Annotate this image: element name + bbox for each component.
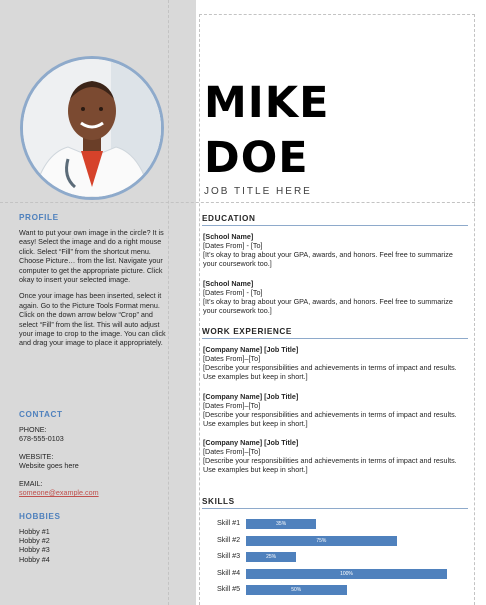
phone-label: PHONE: xyxy=(19,425,47,434)
profile-heading: PROFILE xyxy=(19,213,59,222)
skill-label: Skill #5 xyxy=(217,584,241,593)
education-dates: [Dates From] - [To] xyxy=(203,241,263,250)
education-heading: EDUCATION xyxy=(202,214,468,226)
work-dates: [Dates From]–[To] xyxy=(203,354,261,363)
layout-guide xyxy=(199,14,200,605)
skill-row xyxy=(203,535,473,545)
hobby-item: Hobby #3 xyxy=(19,545,50,555)
email-link[interactable]: someone@example.com xyxy=(19,488,99,498)
school-name: [School Name] xyxy=(203,232,254,241)
hobby-item: Hobby #1 xyxy=(19,527,50,536)
profile-section xyxy=(19,213,169,355)
first-name[interactable]: MIKE xyxy=(204,78,330,128)
profile-text xyxy=(19,228,169,348)
education-dates: [Dates From] - [To] xyxy=(203,288,263,297)
hobby-item: Hobby #4 xyxy=(19,554,50,564)
profile-paragraph: Once your image has been inserted, select it again. Go to the Picture Tools Format menu. Click on the down arrow below “Crop” and select “Fill” from the list. This will auto adjust your image to crop to the image. You can click and drag your image to place it appropriately. xyxy=(19,291,166,348)
profile-photo-image xyxy=(23,59,161,197)
last-name[interactable]: DOE xyxy=(204,133,309,183)
profile-paragraph: Want to put your own image in the circle? It is easy! Select the image and do a right mouse click. Select “Fill” from the shortcut menu. Choose Picture… from the list. Navigate your computer to get the appropriate picture. Click okay to insert your selected image. xyxy=(19,228,164,285)
work-description: [Describe your responsibilities and achievements in terms of impact and results. Use examples but keep in short.] xyxy=(203,363,457,381)
job-company-title: [Company Name] [Job Title] xyxy=(203,438,299,447)
phone-value: 678-555-0103 xyxy=(19,434,64,444)
skill-row xyxy=(203,568,473,578)
skills-heading: SKILLS xyxy=(202,497,468,509)
hobbies-heading: HOBBIES xyxy=(19,512,61,521)
work-dates: [Dates From]–[To] xyxy=(203,447,261,456)
education-description: [It’s okay to brag about your GPA, awards, and honors. Feel free to summarize your coursework too.] xyxy=(203,297,453,315)
skill-bar: 35% xyxy=(246,519,316,529)
website-value: Website goes here xyxy=(19,461,79,471)
skill-label: Skill #1 xyxy=(217,518,241,527)
work-entry[interactable] xyxy=(203,392,467,428)
skill-bar: 25% xyxy=(246,552,296,562)
email-label: EMAIL: xyxy=(19,478,43,488)
work-entry[interactable] xyxy=(203,438,467,474)
skill-label: Skill #3 xyxy=(217,551,241,560)
website-label: WEBSITE: xyxy=(19,451,54,461)
hobby-item: Hobby #2 xyxy=(19,536,50,546)
layout-guide xyxy=(474,14,475,605)
skill-bar: 75% xyxy=(246,536,397,546)
skill-bar: 100% xyxy=(246,569,447,579)
work-entry[interactable] xyxy=(203,345,467,381)
contact-heading: CONTACT xyxy=(19,410,63,419)
skill-label: Skill #2 xyxy=(217,534,241,544)
work-dates: [Dates From]–[To] xyxy=(203,401,261,410)
job-company-title: [Company Name] [Job Title] xyxy=(203,345,299,354)
skill-label: Skill #4 xyxy=(217,567,241,577)
hobbies-section xyxy=(19,512,169,564)
education-entry[interactable] xyxy=(203,232,467,268)
work-heading: WORK EXPERIENCE xyxy=(202,327,468,339)
work-description: [Describe your responsibilities and achievements in terms of impact and results. Use examples but keep in short.] xyxy=(203,456,457,474)
school-name: [School Name] xyxy=(203,279,254,288)
contact-section xyxy=(19,410,169,505)
skill-row xyxy=(203,584,473,594)
layout-guide xyxy=(199,14,475,15)
layout-guide xyxy=(0,202,475,203)
skill-bar: 50% xyxy=(246,585,347,595)
education-entry[interactable] xyxy=(203,279,467,315)
profile-photo[interactable] xyxy=(20,56,164,200)
education-description: [It’s okay to brag about your GPA, awards, and honors. Feel free to summarize your coursework too.] xyxy=(203,250,453,268)
skill-row xyxy=(203,518,473,528)
job-company-title: [Company Name] [Job Title] xyxy=(203,392,299,401)
job-title[interactable]: JOB TITLE HERE xyxy=(204,186,312,197)
work-description: [Describe your responsibilities and achievements in terms of impact and results. Use examples but keep in short.] xyxy=(203,410,457,428)
skill-row xyxy=(203,551,473,561)
